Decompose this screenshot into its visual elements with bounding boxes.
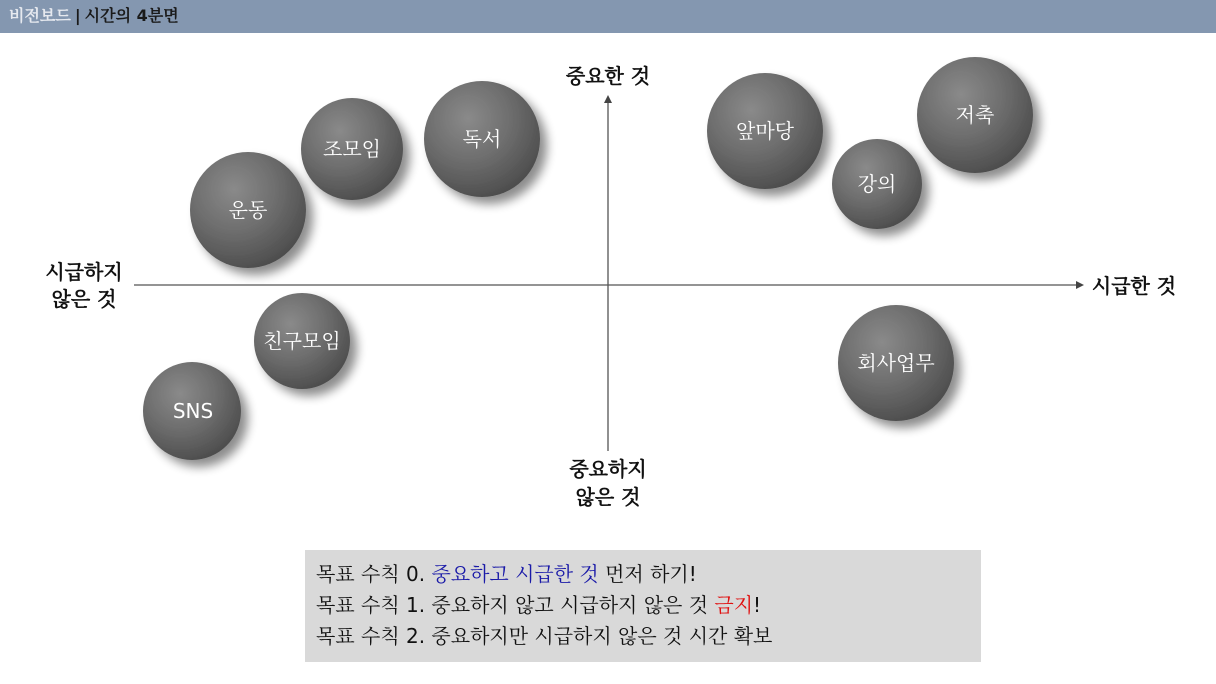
rule-1-suffix: ! [753,593,762,617]
bubble-lecture [832,139,922,229]
header-bar [0,0,1216,33]
header-title: 시간의 4분면 [84,6,179,25]
axis-label-important: 중요한 것 [565,64,651,88]
header-separator: | [74,6,81,25]
rule-2-text: 목표 수칙 2. 중요하지만 시급하지 않은 것 시간 확보 [316,624,773,648]
rule-0-prefix: 목표 수칙 0. [316,562,426,586]
rule-0-highlight: 중요하고 시급한 것 [431,562,599,586]
bubble-work [838,305,954,421]
axis-label-not-important-line2: 않은 것 [575,485,641,509]
bubble-label-savings: 저축 [955,103,995,127]
axis-label-not-urgent-line1: 시급하지 [45,260,123,284]
bubble-reading [424,81,540,197]
bubble-label-reading: 독서 [462,127,502,151]
axis-label-urgent: 시급한 것 [1091,274,1177,298]
bubble-label-friends-meeting: 친구모임 [263,329,341,353]
rule-2 [316,621,981,652]
rule-1-prefix: 목표 수칙 1. 중요하지 않고 시급하지 않은 것 [316,593,709,617]
bubble-savings [917,57,1033,173]
header-text [9,6,179,26]
quadrant-diagram [0,33,1216,553]
bubble-label-exercise: 운동 [228,198,268,222]
bubble-sns [143,362,241,460]
rule-0 [316,559,981,590]
rule-0-suffix: 먼저 하기! [605,562,697,586]
bubble-friends-meeting [254,293,350,389]
bubble-yard [707,73,823,189]
rule-1-highlight: 금지 [714,593,754,617]
header-brand: 비전보드 [9,6,71,25]
bubble-team-meeting [301,98,403,200]
axis-label-not-urgent-line2: 않은 것 [51,287,117,311]
bubble-label-sns: SNS [172,399,214,423]
bubble-label-team-meeting: 조모임 [323,137,381,161]
rule-1 [316,590,981,621]
bubble-label-lecture: 강의 [857,172,897,196]
bubble-label-yard: 앞마당 [736,119,794,143]
bubble-exercise [190,152,306,268]
rules-box [305,550,981,662]
axis-label-not-important-line1: 중요하지 [569,457,647,481]
bubble-label-work: 회사업무 [857,351,935,375]
